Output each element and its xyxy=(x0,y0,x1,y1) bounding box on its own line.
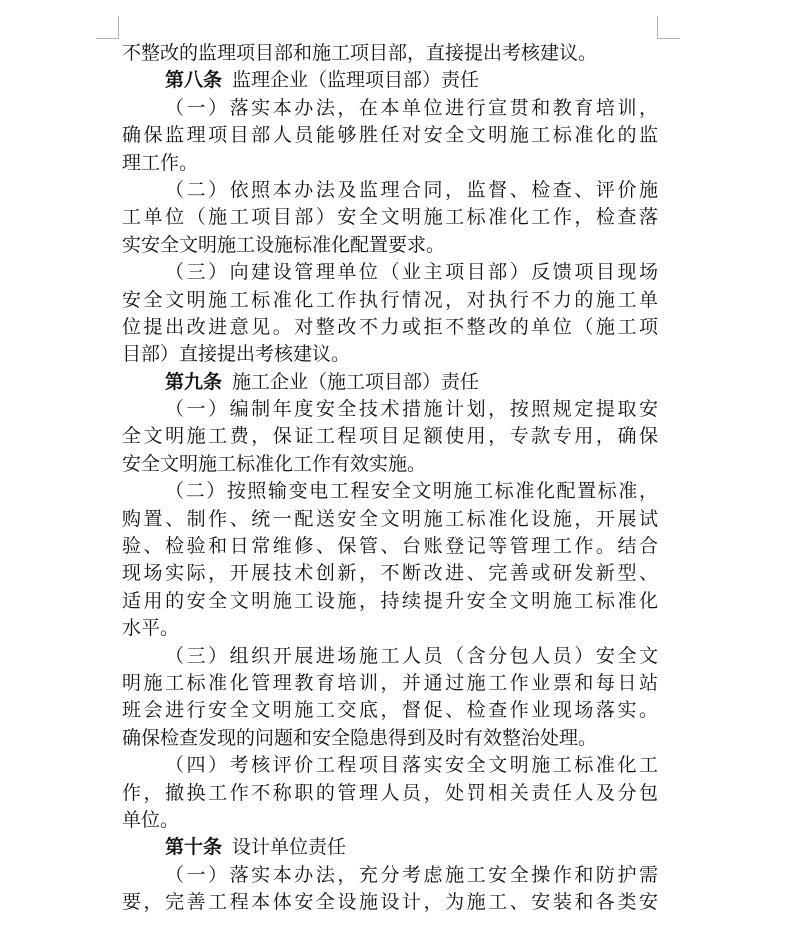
article-9-p1-line: 安全文明施工标准化工作有效实施。 xyxy=(122,452,427,475)
article-8-p1-line: 确保监理项目部人员能够胜任对安全文明施工标准化的监 xyxy=(122,124,658,147)
article-8-p2-line: 工单位（施工项目部）安全文明施工标准化工作，检查落 xyxy=(122,206,658,229)
article-10-p1-line: （一）落实本办法，充分考虑施工安全操作和防护需 xyxy=(165,863,658,886)
article-8-p1-line: （一）落实本办法，在本单位进行宣贯和教育培训， xyxy=(165,96,658,119)
article-10-p1-line: 要，完善工程本体安全设施设计，为施工、安装和各类安 xyxy=(122,891,658,914)
article-10-label: 第十条 xyxy=(165,836,223,859)
crop-mark-top-right xyxy=(657,16,680,39)
article-9-p2-line: （二）按照输变电工程安全文明施工标准化配置标准， xyxy=(165,480,658,503)
article-9-p4-line: （四）考核评价工程项目落实安全文明施工标准化工 xyxy=(165,754,658,777)
article-8-title: 监理企业（监理项目部）责任 xyxy=(232,69,480,92)
article-9-heading xyxy=(122,369,658,396)
article-9-p1-line: （一）编制年度安全技术措施计划，按照规定提取安 xyxy=(165,398,658,421)
article-10-heading xyxy=(122,834,658,861)
article-9-p2-line: 水平。 xyxy=(122,617,180,640)
article-9-p3-line: 班会进行安全文明施工交底，督促、检查作业现场落实。 xyxy=(122,699,658,722)
article-9-p1-line: 全文明施工费，保证工程项目足额使用，专款专用，确保 xyxy=(122,425,658,448)
article-9-p3-line: （三）组织开展进场施工人员（含分包人员）安全文 xyxy=(165,644,658,667)
crop-mark-top-left xyxy=(96,16,119,39)
article-8-heading xyxy=(122,67,658,94)
article-9-p3-line: 确保检查发现的问题和安全隐患得到及时有效整治处理。 xyxy=(122,726,598,749)
article-9-p2-line: 购置、制作、统一配送安全文明施工标准化设施，开展试 xyxy=(122,507,658,530)
article-9-p2-line: 现场实际，开展技术创新，不断改进、完善或研发新型、 xyxy=(122,562,658,585)
article-9-title: 施工企业（施工项目部）责任 xyxy=(232,370,480,393)
article-9-label: 第九条 xyxy=(165,370,223,393)
article-8-p2-line: 实安全文明施工设施标准化配置要求。 xyxy=(122,233,446,256)
article-9-p2-line: 适用的安全文明施工设施，持续提升安全文明施工标准化 xyxy=(122,589,658,612)
article-8-p3-line: （三）向建设管理单位（业主项目部）反馈项目现场 xyxy=(165,261,658,284)
article-8-p3-line: 目部）直接提出考核建议。 xyxy=(122,343,351,366)
article-8-p3-line: 位提出改进意见。对整改不力或拒不整改的单位（施工项 xyxy=(122,315,658,338)
article-9-p3-line: 明施工标准化管理教育培训，并通过施工作业票和每日站 xyxy=(122,671,658,694)
article-9-p2-line: 验、检验和日常维修、保管、台账登记等管理工作。结合 xyxy=(122,535,658,558)
article-8-p3-line: 安全文明施工标准化工作执行情况，对执行不力的施工单 xyxy=(122,288,658,311)
article-8-p2-line: （二）依照本办法及监理合同，监督、检查、评价施 xyxy=(165,178,658,201)
article-8-p1-line: 理工作。 xyxy=(122,151,199,174)
document-body xyxy=(122,40,658,917)
article-8-label: 第八条 xyxy=(165,69,223,92)
article-10-title: 设计单位责任 xyxy=(232,836,347,859)
article-9-p4-line: 单位。 xyxy=(122,808,180,831)
article-9-p4-line: 作，撤换工作不称职的管理人员，处罚相关责任人及分包 xyxy=(122,781,658,804)
text-line: 不整改的监理项目部和施工项目部，直接提出考核建议。 xyxy=(122,42,598,64)
